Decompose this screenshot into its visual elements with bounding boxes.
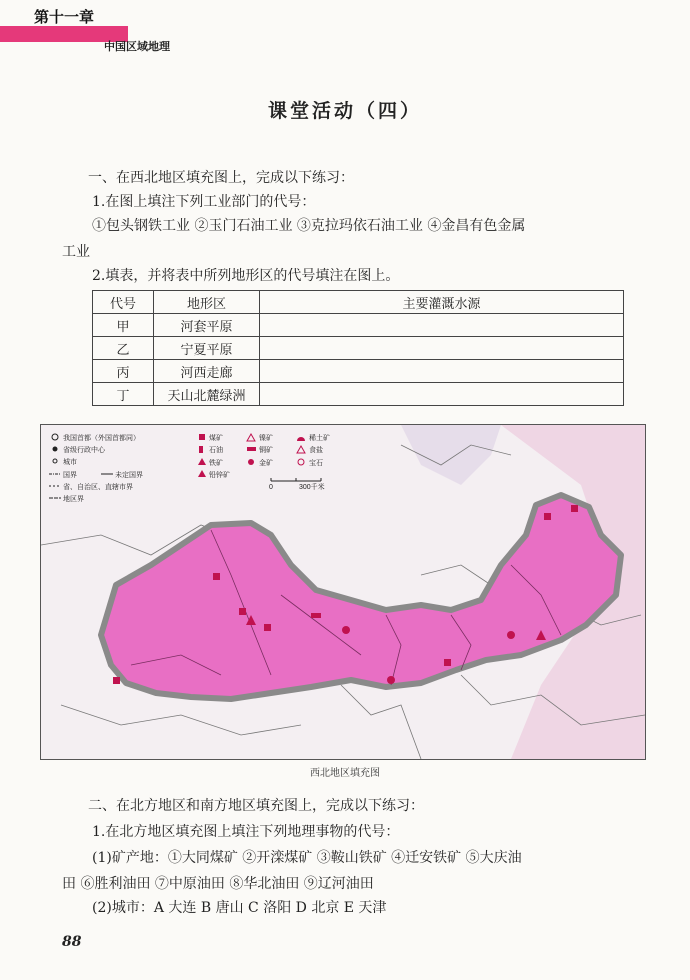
- header-water-source: 主要灌溉水源: [260, 291, 624, 314]
- mines-list-line1: (1)矿产地：①大同煤矿 ②开滦煤矿 ③鞍山铁矿 ④迁安铁矿 ⑤大庆油: [92, 850, 522, 866]
- map-svg: [41, 425, 645, 759]
- table-row: [93, 360, 624, 383]
- section2-intro: 二、在北方地区和南方地区填充图上，完成以下练习：: [88, 798, 424, 814]
- northwest-fill-map: [40, 424, 646, 760]
- legend-gold: 金矿: [259, 460, 273, 467]
- map-caption: 西北地区填充图: [310, 768, 380, 779]
- scale-start: 0: [269, 484, 273, 491]
- table-row: [93, 314, 624, 337]
- legend-iron: 铁矿: [209, 460, 223, 467]
- industry-list-line2: 工业: [62, 244, 90, 260]
- row-water-source[interactable]: [260, 314, 624, 337]
- coal-mine-icon: [213, 573, 220, 580]
- row-water-source[interactable]: [260, 383, 624, 406]
- page-title: 课堂活动（四）: [267, 100, 422, 122]
- copper-mine-icon: [311, 613, 321, 618]
- table-header-row: [93, 291, 624, 314]
- row-code: 丙: [93, 360, 154, 383]
- coal-mine-icon: [239, 608, 246, 615]
- page-number: 88: [62, 934, 82, 950]
- section1-intro: 一、在西北地区填充图上，完成以下练习：: [88, 170, 354, 186]
- row-code: 乙: [93, 337, 154, 360]
- section-label: 中国区域地理: [104, 40, 170, 53]
- section1-question1: 1.在图上填注下列工业部门的代号：: [92, 194, 316, 210]
- row-region: 河套平原: [154, 314, 260, 337]
- legend-city: 城市: [63, 459, 77, 466]
- provincial-center-icon: [387, 676, 395, 684]
- legend-undefined-border: 未定国界: [115, 472, 143, 479]
- industry-list-line1: ①包头钢铁工业 ②玉门石油工业 ③克拉玛依石油工业 ④金昌有色金属: [92, 218, 526, 234]
- provincial-center-legend-icon: [53, 447, 58, 452]
- northwest-region: [101, 495, 621, 699]
- coal-mine-icon: [571, 505, 578, 512]
- legend-salt: 食盐: [309, 447, 323, 454]
- section2-question1: 1.在北方地区填充图上填注下列地理事物的代号：: [92, 824, 400, 840]
- row-code: 甲: [93, 314, 154, 337]
- legend-capital: 我国首都（外国首都同）: [63, 435, 140, 442]
- legend-nickel: 镍矿: [259, 435, 273, 442]
- row-code: 丁: [93, 383, 154, 406]
- table-row: [93, 383, 624, 406]
- legend-gem: 宝石: [309, 460, 323, 467]
- legend-copper: 铜矿: [259, 447, 273, 454]
- legend-box: [47, 431, 347, 519]
- legend-lead-zinc: 铅锌矿: [209, 472, 230, 479]
- coal-mine-icon: [444, 659, 451, 666]
- header-code: 代号: [93, 291, 154, 314]
- table-row: [93, 337, 624, 360]
- legend-region-border: 地区界: [63, 496, 84, 503]
- legend-national-border: 国界: [63, 472, 77, 479]
- legend-coal: 煤矿: [209, 435, 223, 442]
- terrain-table: [92, 290, 624, 406]
- cities-list: (2)城市：A 大连 B 唐山 C 洛阳 D 北京 E 天津: [92, 900, 387, 916]
- header-region: 地形区: [154, 291, 260, 314]
- chapter-label: 第十一章: [34, 8, 95, 26]
- row-water-source[interactable]: [260, 360, 624, 383]
- legend-province-border: 省、自治区、直辖市界: [63, 484, 133, 491]
- row-region: 天山北麓绿洲: [154, 383, 260, 406]
- legend-oil: 石油: [209, 447, 223, 454]
- oil-legend-icon: [199, 446, 203, 453]
- provincial-center-icon: [507, 631, 515, 639]
- copper-legend-icon: [247, 447, 256, 451]
- legend-provincial: 省级行政中心: [63, 447, 105, 454]
- coal-mine-icon: [544, 513, 551, 520]
- coal-legend-icon: [199, 434, 205, 440]
- coal-mine-icon: [113, 677, 120, 684]
- mines-list-line2: 田 ⑥胜利油田 ⑦中原油田 ⑧华北油田 ⑨辽河油田: [62, 876, 374, 892]
- row-region: 河西走廊: [154, 360, 260, 383]
- provincial-center-icon: [342, 626, 350, 634]
- coal-mine-icon: [264, 624, 271, 631]
- legend-rare-earth: 稀土矿: [309, 435, 330, 442]
- row-water-source[interactable]: [260, 337, 624, 360]
- scale-end: 300千米: [299, 484, 325, 491]
- row-region: 宁夏平原: [154, 337, 260, 360]
- section1-question2: 2.填表，并将表中所列地形区的代号填注在图上。: [92, 268, 400, 284]
- gold-legend-icon: [248, 459, 254, 465]
